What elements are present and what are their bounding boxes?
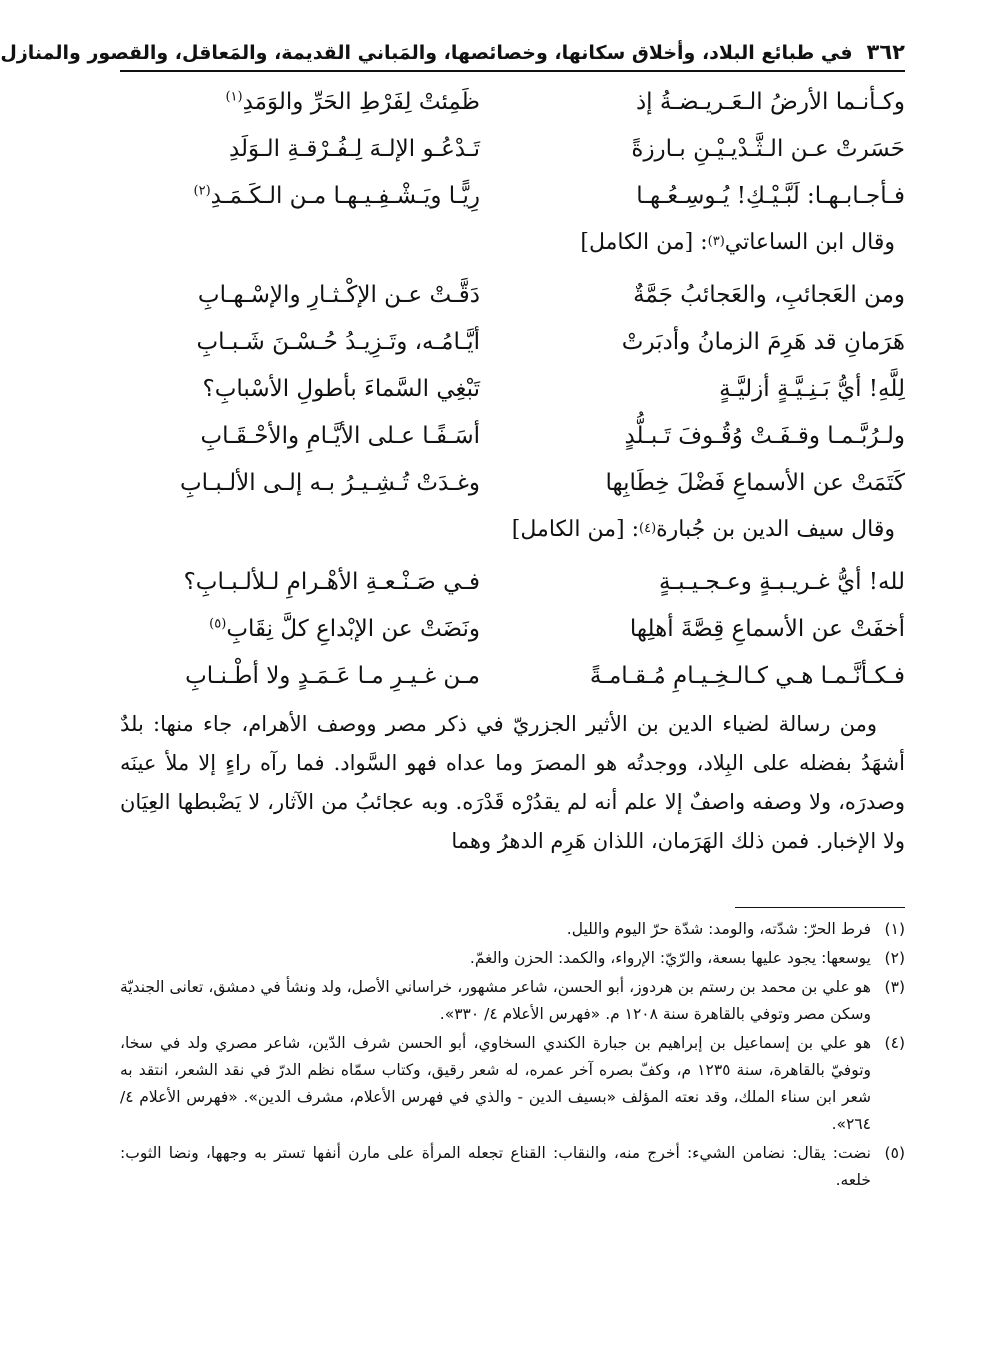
verse [120, 459, 905, 506]
footnote [120, 974, 905, 1028]
verse-second-hemistich [120, 183, 480, 209]
verse-first-hemistich: حَسَرتْ عـن الـثَّـدْيـيْـنِ بـارزةً [631, 135, 905, 162]
verse [120, 318, 905, 365]
footnote-ref: (٥) [209, 615, 227, 631]
footnote-ref: (٢) [193, 182, 211, 198]
footnote-number: (٥) [884, 1144, 905, 1162]
poem-intro-text: وقال سيف الدين بن جُبارة [656, 516, 895, 542]
verse-second-hemistich: وغـدَتْ تُـشِـيـرُ بـه إلـى الألـبـابِ [180, 469, 480, 496]
page-header [0, 40, 905, 72]
verse-text: ونَضَتْ عن الإبْداعِ كلَّ نِقَابِ [226, 615, 480, 642]
footnote-number: (٢) [884, 949, 905, 967]
poem-intro: وقال ابن الساعاتي (٣) : [من الكامل] [580, 229, 895, 255]
verse [120, 365, 905, 412]
verse-second-hemistich: مـن غـيـرِ مـا عَـمَـدٍ ولا أطْـنـابِ [185, 662, 480, 689]
footnote [120, 916, 905, 943]
running-title: في طبائع البلاد، وأخلاق سكانها، وخصائصها، والمَباني القديمة، والمَعاقل، والقصور والمنازل [0, 42, 853, 64]
verse-first-hemistich: فـكـأنَّـمـا هـي كـالـخِـيـامِ مُـقـامـةً [589, 662, 905, 689]
verse-first-hemistich: فـأجـابـهـا: لَبَّـيْـكِ! يُـوسِـعُـهـا [636, 182, 905, 209]
verse [120, 652, 905, 699]
footnote-text: هو علي بن إسماعيل بن إبراهيم بن جبارة الكندي السخاوي، أبو الحسن شرف الدّين، شاعر مصري ولد في سخا، وتوفيّ بالقاهرة، سنة ١٢٣٥ م، وكفّ بصره آخر عمره، له شعر رقيق، وكتاب سمّاه نظم الدرّ في نقد الشعر، انتقد به شعر ابن سناء الملك، وقد نعته المؤلف «بسيف الدين - والذي في فهرس الأعلام، مشرف الدين». «فهرس الأعلام ٤/ ٢٦٤». [120, 1034, 871, 1133]
verse [120, 271, 905, 318]
footnote-number: (٣) [884, 978, 905, 996]
footnote [120, 1030, 905, 1138]
verse-second-hemistich: أسَـفًـا عـلى الأيَّـامِ والأحْـقَـابِ [200, 422, 480, 449]
poem-intro-text: وقال ابن الساعاتي [724, 229, 895, 255]
verse [120, 78, 905, 125]
footnote-text: هو علي بن محمد بن رستم بن هردوز، أبو الحسن، شاعر مشهور، خراساني الأصل، ولد ونشأ في دمشق، تعانى الجنديّة وسكن مصر وتوفي بالقاهرة سنة ١٢٠٨ م. «فهرس الأعلام ٤/ ٣٣٠». [120, 978, 871, 1023]
footnote-text: يوسعها: يجود عليها بسعة، والرّيّ: الإرواء، والكمد: الحزن والغمّ. [469, 949, 871, 967]
verse [120, 125, 905, 172]
poem-intro: وقال سيف الدين بن جُبارة (٤) : [من الكامل] [511, 516, 895, 542]
verse-second-hemistich [120, 89, 480, 115]
footnote [120, 945, 905, 972]
verse-first-hemistich: كَتَمَتْ عن الأسماعِ فَضْلَ خِطَابِها [605, 469, 905, 496]
footnote-number: (١) [884, 920, 905, 938]
poem-meter: : [من الكامل] [511, 516, 640, 542]
footnotes [120, 916, 905, 1194]
verse-first-hemistich: ومن العَجائبِ، والعَجائبُ جَمَّةٌ [633, 281, 905, 308]
verse-first-hemistich: لِلَّهِ! أيُّ بَـنِـيَّـةٍ أزليَّـةٍ [719, 375, 905, 402]
page-number: ٣٦٢ [866, 40, 905, 64]
footnote-text: فرط الحرّ: شدّته، والومد: شدّة حرّ اليوم والليل. [566, 920, 871, 938]
verse-second-hemistich: تَبْغِي السَّماءَ بأطولِ الأسْبابِ؟ [202, 375, 480, 402]
verse-second-hemistich: تَـدْعُـو الإلـهَ لِـفُـرْقـةِ الـوَلَدِ [228, 135, 480, 162]
verse-second-hemistich [120, 616, 480, 642]
prose-paragraph: ومن رسالة لضياء الدين بن الأثير الجزريّ في ذكر مصر ووصف الأهرام، جاء منها: بلدٌ أشهَدُ بفضله على البِلاد، ووجدتُه هو المصرَ وما عداه فهو السَّواد. فما رآه راءٍ إلا ملأ عينَه وصدرَه، ولا وصفه واصفٌ إلا علم أنه لم يقدُرْه قَدْرَه. وبه عجائبُ من الآثار، لا يَضْبطها العِيَان ولا الإخبار. فمن ذلك الهَرَمان، اللذان هَرِم الدهرُ وهما [120, 712, 905, 853]
poem-1 [120, 78, 905, 219]
verse [120, 172, 905, 219]
footnote-divider [735, 907, 905, 908]
verse-first-hemistich: وكـأنـما الأرضُ الـعَـريـضـةُ إذ [635, 88, 905, 115]
verse-text: ظَمِئتْ لِفَرْطِ الحَرِّ والوَمَدِ [242, 88, 480, 115]
footnote [120, 1140, 905, 1194]
verse-text: رِيًّـا ويَـشْـفِـيـهـا مـن الـكَـمَـدِ [210, 182, 480, 209]
poem-meter: : [من الكامل] [580, 229, 708, 255]
verse-first-hemistich: لله! أيُّ غـريـبـةٍ وعـجـيـبـةٍ [659, 568, 905, 595]
footnote-number: (٤) [884, 1034, 905, 1052]
poem-3 [120, 558, 905, 699]
verse-second-hemistich: فـي صَـنْـعـةِ الأهْـرامِ لـلألـبـابِ؟ [183, 568, 480, 595]
verse-first-hemistich: هَرَمانِ قد هَرِمَ الزمانُ وأدبَرتْ [621, 328, 905, 355]
footnote-ref: (١) [225, 88, 243, 104]
verse-first-hemistich: أخفَتْ عن الأسماعِ قِصَّةَ أهلِها [629, 615, 905, 642]
poem-2 [120, 271, 905, 506]
verse [120, 558, 905, 605]
verse-first-hemistich: ولـرُبَّـمـا وقـفَـتْ وُقُـوفَ تَـبـلُّدٍ [624, 422, 905, 449]
book-page [0, 40, 905, 1196]
verse [120, 412, 905, 459]
footnote-text: نضت: يقال: نضامن الشيء: أخرج منه، والنقاب: القناع تجعله المرأة على مارن أنفها تستر به وجهها، ونضا الثوب: خلعه. [120, 1144, 871, 1189]
verse [120, 605, 905, 652]
verse-second-hemistich: دَقَّـتْ عـن الإكْـثـارِ والإسْـهـابِ [197, 281, 480, 308]
verse-second-hemistich: أيَّـامُـه، وتَـزِيـدُ حُـسْـنَ شَـبـابِ [196, 328, 480, 355]
